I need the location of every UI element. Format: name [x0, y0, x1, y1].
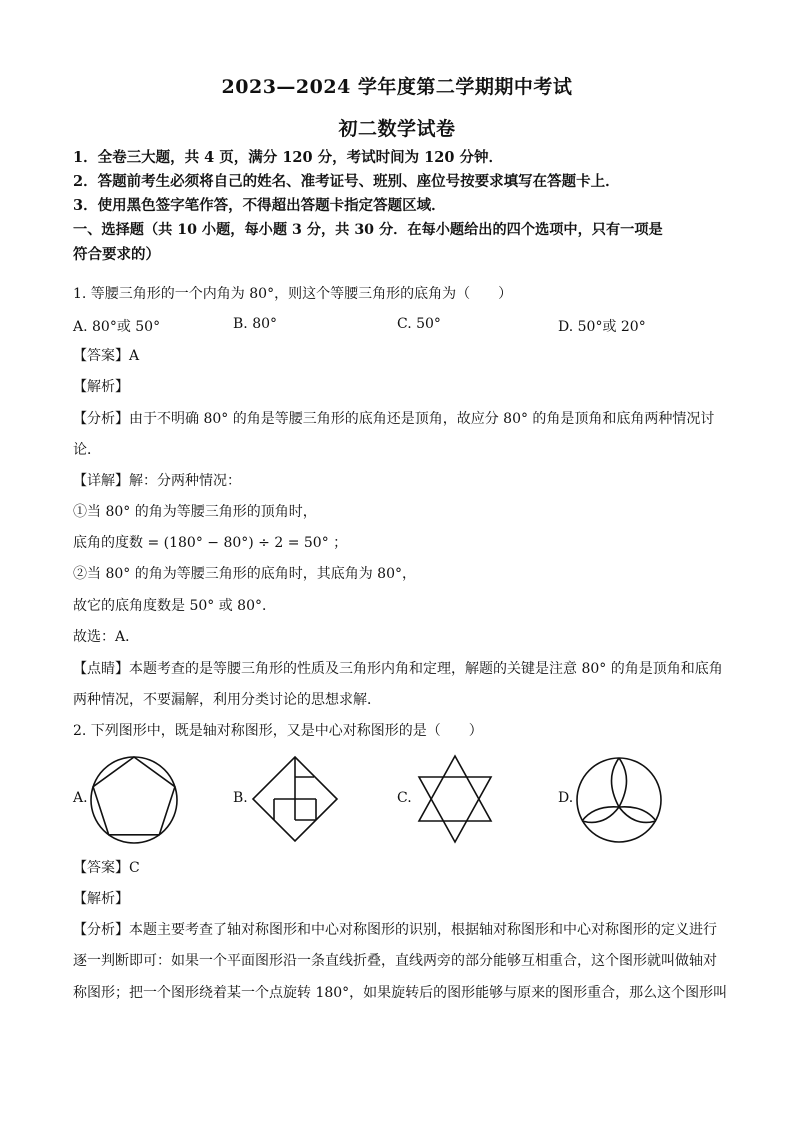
q2-answer: 【答案】C — [73, 860, 140, 876]
q1-option-a: A. 80°或 50° — [73, 319, 161, 335]
question-2-stem: 2. 下列图形中，既是轴对称图形，又是中心对称图形的是（ ） — [73, 723, 483, 739]
q1-detail-1: 【详解】解：分两种情况： — [73, 473, 241, 489]
instruction-1: 1．全卷三大题，共 4 页，满分 120 分，考试时间为 120 分钟． — [73, 149, 503, 166]
q1-fenxi-line1: 【分析】由于不明确 80° 的角是等腰三角形的底角还是顶角，故应分 80° 的角是顶角和底角两种情况讨 — [73, 411, 715, 427]
q1-detail-2: ①当 80° 的角为等腰三角形的顶角时， — [73, 504, 317, 520]
q1-option-c: C. 50° — [397, 316, 441, 332]
q1-dianjing-line2: 两种情况，不要漏解，利用分类讨论的思想求解． — [73, 692, 381, 708]
q2-label-b: B. — [233, 790, 248, 806]
q2-figure-b-square-pinwheel — [250, 754, 340, 844]
q2-label-c: C. — [397, 790, 412, 806]
instruction-2: 2．答题前考生必须将自己的姓名、准考证号、班别、座位号按要求填写在答题卡上． — [73, 173, 620, 190]
page-subtitle: 初二数学试卷 — [338, 118, 456, 140]
q2-figure-c-hexagram — [413, 753, 497, 845]
q1-dianjing-line1: 【点睛】本题考查的是等腰三角形的性质及三角形内角和定理，解题的关键是注意 80° 的角是顶角和底角 — [73, 661, 723, 677]
q1-option-b: B. 80° — [233, 316, 278, 332]
q2-label-a: A. — [73, 790, 88, 806]
q2-analysis-label: 【解析】 — [73, 891, 129, 907]
q1-detail-6: 故选：A． — [73, 629, 140, 645]
section-heading-line1: 一、选择题（共 10 小题，每小题 3 分，共 30 分．在每小题给出的四个选项中，只有一项是 — [73, 222, 663, 238]
q2-label-d: D. — [558, 790, 574, 806]
q1-detail-5: 故它的底角度数是 50° 或 80°． — [73, 598, 276, 614]
q1-fenxi-line2: 论． — [73, 442, 101, 458]
q2-fenxi-line1: 【分析】本题主要考查了轴对称图形和中心对称图形的识别，根据轴对称图形和中心对称图形的定义进行 — [73, 922, 717, 938]
page-title: 2023—2024 学年度第二学期期中考试 — [221, 76, 573, 98]
q1-detail-4: ②当 80° 的角为等腰三角形的底角时，其底角为 80°， — [73, 566, 416, 582]
q1-analysis-label: 【解析】 — [73, 379, 129, 395]
q1-answer: 【答案】A — [73, 348, 140, 364]
q2-fenxi-line2: 逐一判断即可：如果一个平面图形沿一条直线折叠，直线两旁的部分能够互相重合，这个图形就叫做轴对 — [73, 953, 717, 969]
q1-option-d: D. 50°或 20° — [558, 319, 646, 335]
instruction-3: 3．使用黑色签字笔作答，不得超出答题卡指定答题区域． — [73, 197, 446, 214]
q2-figure-a-pentagon-in-circle — [88, 754, 180, 846]
q2-fenxi-line3: 称图形；把一个图形绕着某一个点旋转 180°，如果旋转后的图形能够与原来的图形重合，那么这个图形叫 — [73, 985, 728, 1001]
question-1-stem: 1. 等腰三角形的一个内角为 80°，则这个等腰三角形的底角为（ ） — [73, 286, 513, 302]
q2-figure-d-circle-three-arcs — [574, 755, 664, 845]
section-heading-line2: 符合要求的） — [73, 246, 160, 263]
q1-detail-3: 底角的度数 = (180° − 80°) ÷ 2 = 50° ； — [73, 535, 348, 551]
